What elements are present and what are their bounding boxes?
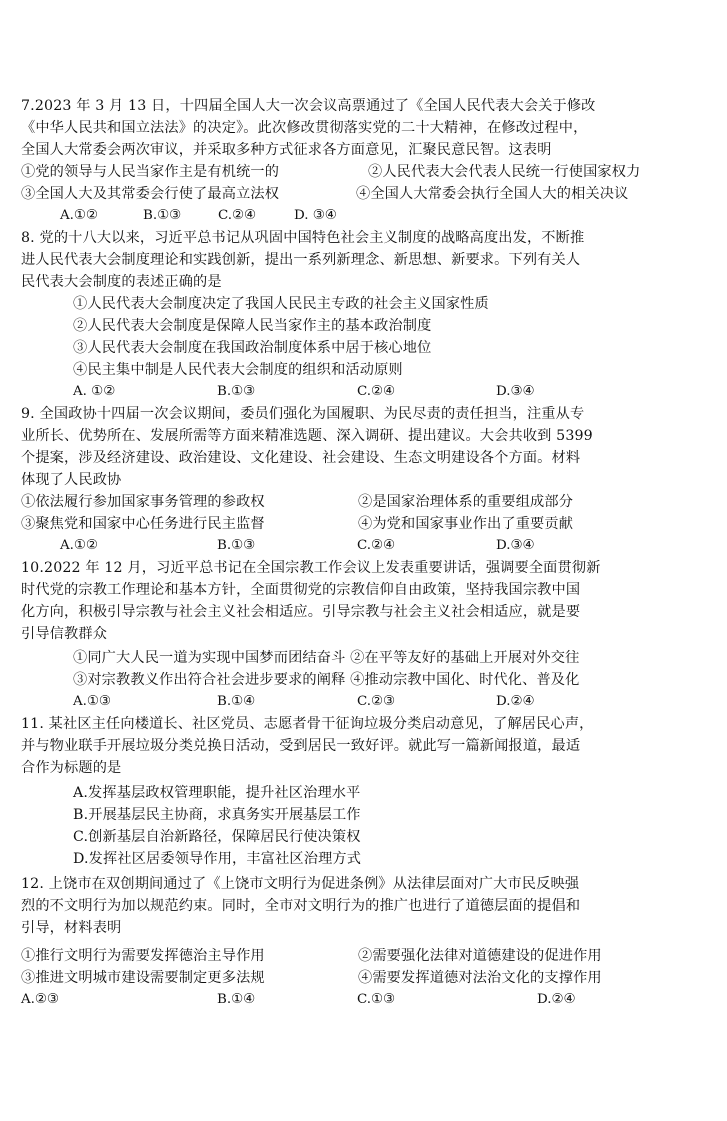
question-12-choice-b: B.①④ <box>217 992 256 1007</box>
question-12-choice-d: D.②④ <box>537 992 576 1007</box>
question-10-statement-1-2: ①同广大人民一道为实现中国梦而团结奋斗 ②在平等友好的基础上开展对外交往 <box>73 650 580 666</box>
question-9-statement-1: ①依法履行参加国家事务管理的参政权 <box>21 494 265 510</box>
question-11-choice-b: B.开展基层民主协商，求真务实开展基层工作 <box>73 807 361 823</box>
question-12-statement-3: ③推进文明城市建设需要制定更多法规 <box>21 970 265 986</box>
question-12-choice-a: A.②③ <box>21 992 59 1007</box>
question-7-statement-1: ①党的领导与人民当家作主是有机统一的 <box>21 164 280 180</box>
question-10-statement-3-4: ③对宗教教义作出符合社会进步要求的阐释 ④推动宗教中国化、时代化、普及化 <box>73 672 580 688</box>
question-9-stem-line-1: 9. 全国政协十四届一次会议期间，委员们强化为国履职、为民尽责的责任担当，注重从专 <box>21 406 585 422</box>
question-10-choice-c: C.②③ <box>357 694 396 709</box>
question-8-statement-4: ④民主集中制是人民代表大会制度的组织和活动原则 <box>73 362 403 378</box>
question-8-choice-b: B.①③ <box>217 384 256 399</box>
question-7-choice-b: B.①③ <box>143 208 182 223</box>
question-8-stem-line-1: 8. 党的十八大以来，习近平总书记从巩固中国特色社会主义制度的战略高度出发，不断推 <box>21 230 585 246</box>
question-9-stem-line-2: 业所长、优势所在、发展所需等方面来精准选题、深入调研、提出建议。大会共收到 5399 <box>21 428 593 444</box>
question-8-stem-line-3: 民代表大会制度的表述正确的是 <box>21 274 222 290</box>
question-9-choice-c: C.②④ <box>357 538 396 553</box>
question-7-stem-line-2: 《中华人民共和国立法法》的决定》。此次修改贯彻落实党的二十大精神，在修改过程中， <box>21 120 588 136</box>
question-9-stem-line-4: 体现了人民政协 <box>21 472 122 488</box>
question-8-statement-2: ②人民代表大会制度是保障人民当家作主的基本政治制度 <box>73 318 432 334</box>
question-8-choice-a: A. ①② <box>73 384 116 399</box>
question-7-statement-3: ③全国人大及其常委会行使了最高立法权 <box>21 186 280 202</box>
question-9-choice-b: B.①③ <box>217 538 256 553</box>
question-11-stem-line-2: 并与物业联手开展垃圾分类兑换日活动，受到居民一致好评。就此写一篇新闻报道，最适 <box>21 738 581 754</box>
question-7-choice-d: D. ③④ <box>294 208 337 223</box>
question-11-choice-c: C.创新基层自治新路径，保障居民行使决策权 <box>73 829 361 845</box>
question-12-choice-c: C.①③ <box>357 992 396 1007</box>
question-7-statement-2: ②人民代表大会代表人民统一行使国家权力 <box>368 164 641 180</box>
question-12-statement-1: ①推行文明行为需要发挥德治主导作用 <box>21 948 265 964</box>
question-7-stem-line-3: 全国人大常委会两次审议，并采取多种方式征求各方面意见，汇聚民意民智。这表明 <box>21 142 552 158</box>
question-10-stem-line-1: 10.2022 年 12 月，习近平总书记在全国宗教工作会议上发表重要讲话，强调要全面贯彻新 <box>21 560 601 576</box>
question-9-statement-3: ③聚焦党和国家中心任务进行民主监督 <box>21 516 265 532</box>
question-10-stem-line-4: 引导信教群众 <box>21 626 108 642</box>
question-9-stem-line-3: 个提案，涉及经济建设、政治建设、文化建设、社会建设、生态文明建设各个方面。材料 <box>21 450 581 466</box>
question-9-statement-4: ④为党和国家事业作出了重要贡献 <box>358 516 574 532</box>
question-11-choice-d: D.发挥社区居委领导作用，丰富社区治理方式 <box>73 851 362 867</box>
question-11-stem-line-1: 11. 某社区主任向楼道长、社区党员、志愿者骨干征询垃圾分类启动意见，了解居民心声， <box>21 716 594 732</box>
question-8-choice-d: D.③④ <box>496 384 535 399</box>
question-9-statement-2: ②是国家治理体系的重要组成部分 <box>358 494 574 510</box>
question-10-choice-b: B.①④ <box>217 694 256 709</box>
question-11-choice-a: A.发挥基层政权管理职能，提升社区治理水平 <box>73 785 361 801</box>
question-9-choice-a: A.①② <box>60 538 98 553</box>
question-10-choice-d: D.②④ <box>496 694 535 709</box>
question-12-stem-line-1: 12. 上饶市在双创期间通过了《上饶市文明行为促进条例》从法律层面对广大市民反映强 <box>21 876 580 892</box>
question-9-choice-d: D.③④ <box>496 538 535 553</box>
question-10-choice-a: A.①③ <box>73 694 111 709</box>
question-10-stem-line-3: 化方向，积极引导宗教与社会主义社会相适应。引导宗教与社会主义社会相适应，就是要 <box>21 604 581 620</box>
question-12-statement-4: ④需要发挥道德对法治文化的支撑作用 <box>358 970 602 986</box>
question-11-stem-line-3: 合作为标题的是 <box>21 760 122 776</box>
question-12-stem-line-2: 烈的不文明行为加以规范约束。同时，全市对文明行为的推广也进行了道德层面的提倡和 <box>21 898 581 914</box>
question-7-choice-a: A.①② <box>60 208 98 223</box>
question-12-stem-line-3: 引导，材料表明 <box>21 920 122 936</box>
question-10-stem-line-2: 时代党的宗教工作理论和基本方针，全面贯彻党的宗教信仰自由政策，坚持我国宗教中国 <box>21 582 581 598</box>
question-8-stem-line-2: 进人民代表大会制度理论和实践创新，提出一系列新理念、新思想、新要求。下列有关人 <box>21 252 581 268</box>
question-12-statement-2: ②需要强化法律对道德建设的促进作用 <box>358 948 602 964</box>
question-7-stem-line-1: 7.2023 年 3 月 13 日，十四届全国人大一次会议高票通过了《全国人民代表大会关于修改 <box>21 98 596 114</box>
question-7-choice-c: C.②④ <box>218 208 257 223</box>
question-8-statement-3: ③人民代表大会制度在我国政治制度体系中居于核心地位 <box>73 340 432 356</box>
question-8-choice-c: C.②④ <box>357 384 396 399</box>
question-8-statement-1: ①人民代表大会制度决定了我国人民民主专政的社会主义国家性质 <box>73 296 489 312</box>
question-7-statement-4: ④全国人大常委会执行全国人大的相关决议 <box>356 186 629 202</box>
